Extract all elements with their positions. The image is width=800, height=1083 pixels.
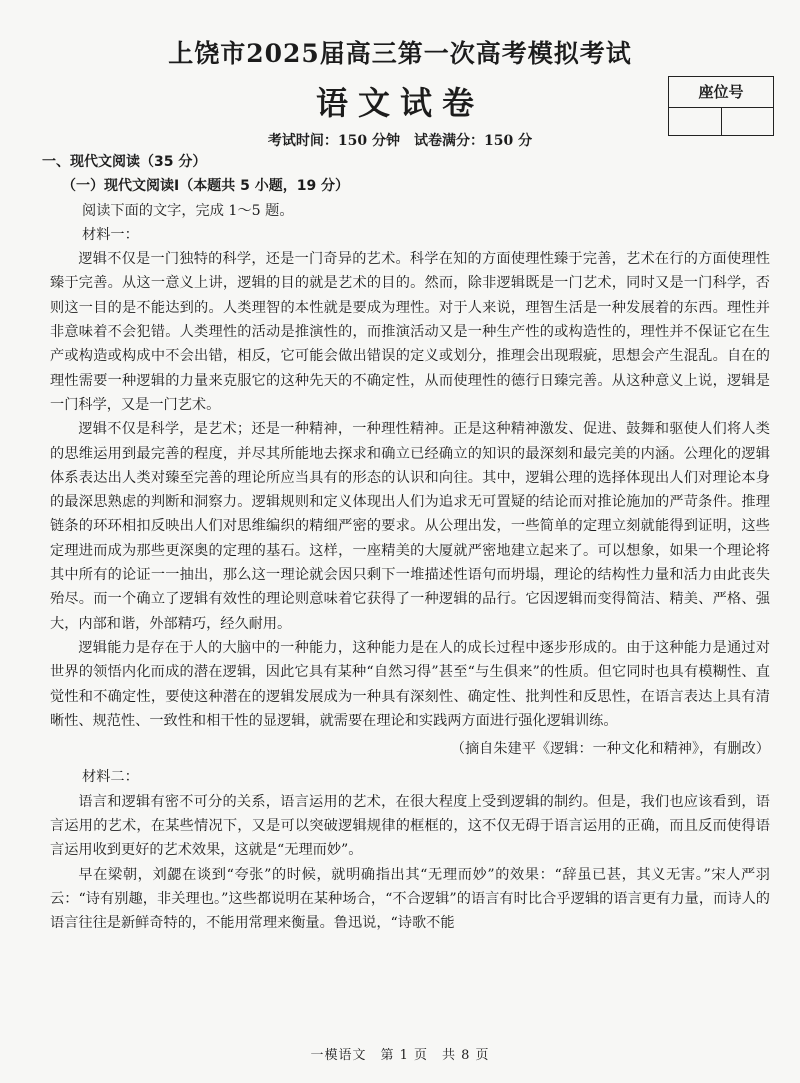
page-footer: 一模语文 第 1 页 共 8 页 (310, 1048, 490, 1063)
subsection-heading: （一）现代文阅读Ⅰ（本题共 5 小题，19 分） (62, 178, 350, 195)
seat-number-box (668, 76, 774, 136)
seat-number-label: 座位号 (669, 77, 773, 108)
material-label: 材料一： (82, 226, 139, 243)
exam-info: 考试时间：150 分钟 试卷满分：150 分 (267, 133, 533, 149)
paragraph: 早在梁朝，刘勰在谈到“夸张”的时候，就明确指出其“无理而妙”的效果：“辞虽已甚，其义无害。”宋人严羽云：“诗有别趣，非关理也。”这些都说明在某种场合，“不合逻辑”的语言有时比合乎逻辑的语言更有力量，而诗人的语言往往是新鲜奇特的，不能用常理来衡量。鲁迅说，“诗歌不能 (50, 866, 770, 932)
paragraph: 语言和逻辑有密不可分的关系，语言运用的艺术，在很大程度上受到逻辑的制约。但是，我们也应该看到，语言运用的艺术，在某些情况下，又是可以突破逻辑规律的框框的，这不仅无碍于语言运用的正确，而且反而使得语言运用收到更好的艺术效果，这就是“无理而妙”。 (50, 793, 770, 859)
paragraph: 逻辑能力是存在于人的大脑中的一种能力，这种能力是在人的成长过程中逐步形成的。由于这种能力是通过对世界的领悟内化而成的潜在逻辑，因此它具有某种“自然习得”甚至“与生俱来”的性质。但它同时也具有模糊性、直觉性和不确定性，要使这种潜在的逻辑发展成为一种具有深刻性、确定性、批判性和反思性，在语言表达上具有清晰性、规范性、一致性和相干性的显逻辑，就需要在理论和实践两方面进行强化逻辑训练。 (50, 639, 770, 729)
reading-section (42, 150, 770, 936)
source-citation: （摘自朱建平《逻辑：一种文化和精神》，有删改） (450, 741, 770, 758)
paragraph: 逻辑不仅是科学，是艺术；还是一种精神，一种理性精神。正是这种精神激发、促进、鼓舞和驱使人们将人类的思维运用到最完善的程度，并尽其所能地去探求和确立已经确立的知识的最深刻和最完美的内涵。公理化的逻辑体系表达出人类对臻至完善的理论所应当具有的形态的认识和向往。其中，逻辑公理的选择体现出人们对理论本身的最深思熟虑的判断和洞察力。逻辑规则和定义体现出人们为追求无可置疑的结论而对推论施加的严苛条件。推理链条的环环相扣反映出人们对思维编织的精细严密的要求。从公理出发，一些简单的定理立刻就能得到证明，这些定理进而成为那些更深奥的定理的基石。这样，一座精美的大厦就严密地建立起来了。可以想象，如果一个理论将其中所有的论证一一抽出，那么这一理论就会因只剩下一堆描述性语句而坍塌，理论的结构性力量和活力由此丧失殆尽。而一个确立了逻辑有效性的理论则意味着它获得了一种逻辑的品行。它因逻辑而变得简洁、精美、严格、强大，内部和谐，外部精巧，经久耐用。 (50, 421, 770, 632)
paragraph: 逻辑不仅是一门独特的科学，还是一门奇异的艺术。科学在知的方面使理性臻于完善，艺术在行的方面使理性臻于完善。从这一意义上讲，逻辑的目的就是艺术的目的。然而，除非逻辑既是一门艺术，同时又是一门科学，否则这一目的是不能达到的。人类理智的本性就是要成为理性。对于人来说，理智生活是一种发展着的东西。理性并非意味着不会犯错。人类理性的活动是推演性的，而推演活动又是一种生产性的或构造性的，理性并不保证它在生产或构造或构成中不会出错，相反，它可能会做出错误的定义或划分，推理会出现瑕疵，思想会产生混乱。自在的理性需要一种逻辑的力量来克服它的这种先天的不确定性，从而使理性的德行日臻完善。从这种意义上说，逻辑是一门科学，又是一门艺术。 (50, 251, 770, 413)
part-heading: 一、现代文阅读（35 分） (42, 154, 207, 170)
material-label: 材料二： (82, 769, 139, 786)
exam-title: 上饶市2025届高三第一次高考模拟考试 (168, 39, 632, 68)
paper-title: 语文试卷 (315, 84, 484, 122)
instruction-text: 阅读下面的文字，完成 1～5 题。 (82, 202, 294, 219)
